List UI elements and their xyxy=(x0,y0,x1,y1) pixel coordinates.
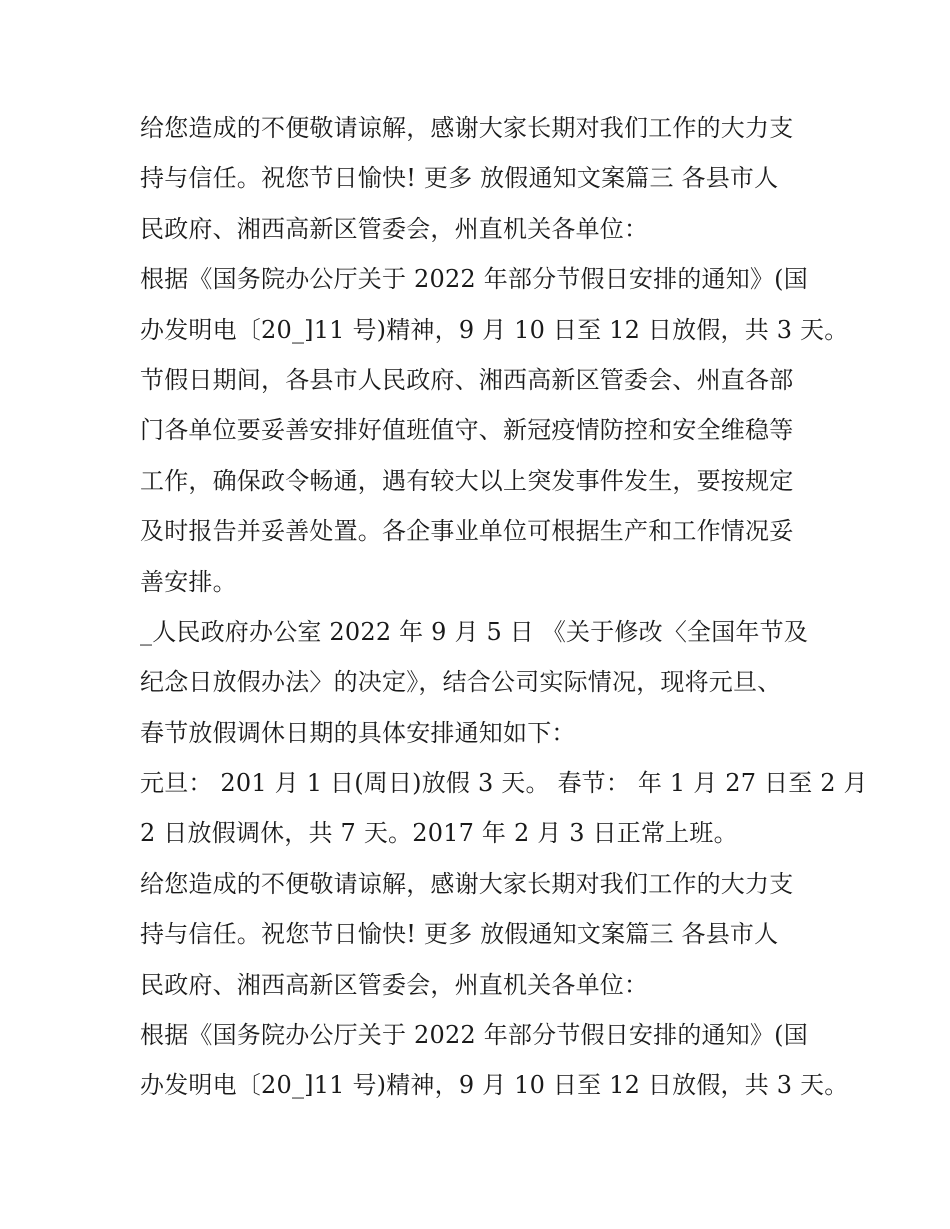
text-line: 民政府、湘西高新区管委会，州直机关各单位： xyxy=(140,970,649,999)
text-line: 纪念日放假办法〉的决定》，结合公司实际情况，现将元旦、 xyxy=(140,668,782,697)
text-line: 办发明电〔20_]11 号)精神，9 月 10 日至 12 日放假，共 3 天。 xyxy=(140,1071,849,1100)
text-line: 给您造成的不便敬请谅解，感谢大家长期对我们工作的大力支 xyxy=(140,869,794,898)
text-line: 及时报告并妥善处置。各企事业单位可根据生产和工作情况妥 xyxy=(140,517,794,546)
text-line: 门各单位要妥善安排好值班值守、新冠疫情防控和安全维稳等 xyxy=(140,416,794,445)
text-line: 给您造成的不便敬请谅解，感谢大家长期对我们工作的大力支 xyxy=(140,114,794,142)
text-line: 根据《国务院办公厅关于 2022 年部分节假日安排的通知》(国 xyxy=(140,1021,808,1050)
text-line: 春节放假调休日期的具体安排通知如下： xyxy=(140,718,576,747)
document-body xyxy=(140,103,868,1111)
text-line: 民政府、湘西高新区管委会，州直机关各单位： xyxy=(140,214,649,243)
text-line: 持与信任。祝您节日愉快! 更多 放假通知文案篇三 各县市人 xyxy=(140,164,779,193)
text-line: 办发明电〔20_]11 号)精神，9 月 10 日至 12 日放假，共 3 天。 xyxy=(140,315,849,344)
text-line: 工作，确保政令畅通，遇有较大以上突发事件发生，要按规定 xyxy=(140,466,794,495)
text-line: 持与信任。祝您节日愉快! 更多 放假通知文案篇三 各县市人 xyxy=(140,920,779,949)
text-line: 2 日放假调休，共 7 天。2017 年 2 月 3 日正常上班。 xyxy=(140,819,738,848)
text-line: _人民政府办公室 2022 年 9 月 5 日 《关于修改〈全国年节及 xyxy=(140,617,809,646)
text-line: 根据《国务院办公厅关于 2022 年部分节假日安排的通知》(国 xyxy=(140,265,808,294)
text-line: 元旦： 201 月 1 日(周日)放假 3 天。 春节： 年 1 月 27 日至 2 月 xyxy=(140,769,868,798)
text-line: 善安排。 xyxy=(140,567,237,596)
text-line: 节假日期间，各县市人民政府、湘西高新区管委会、州直各部 xyxy=(140,365,794,394)
